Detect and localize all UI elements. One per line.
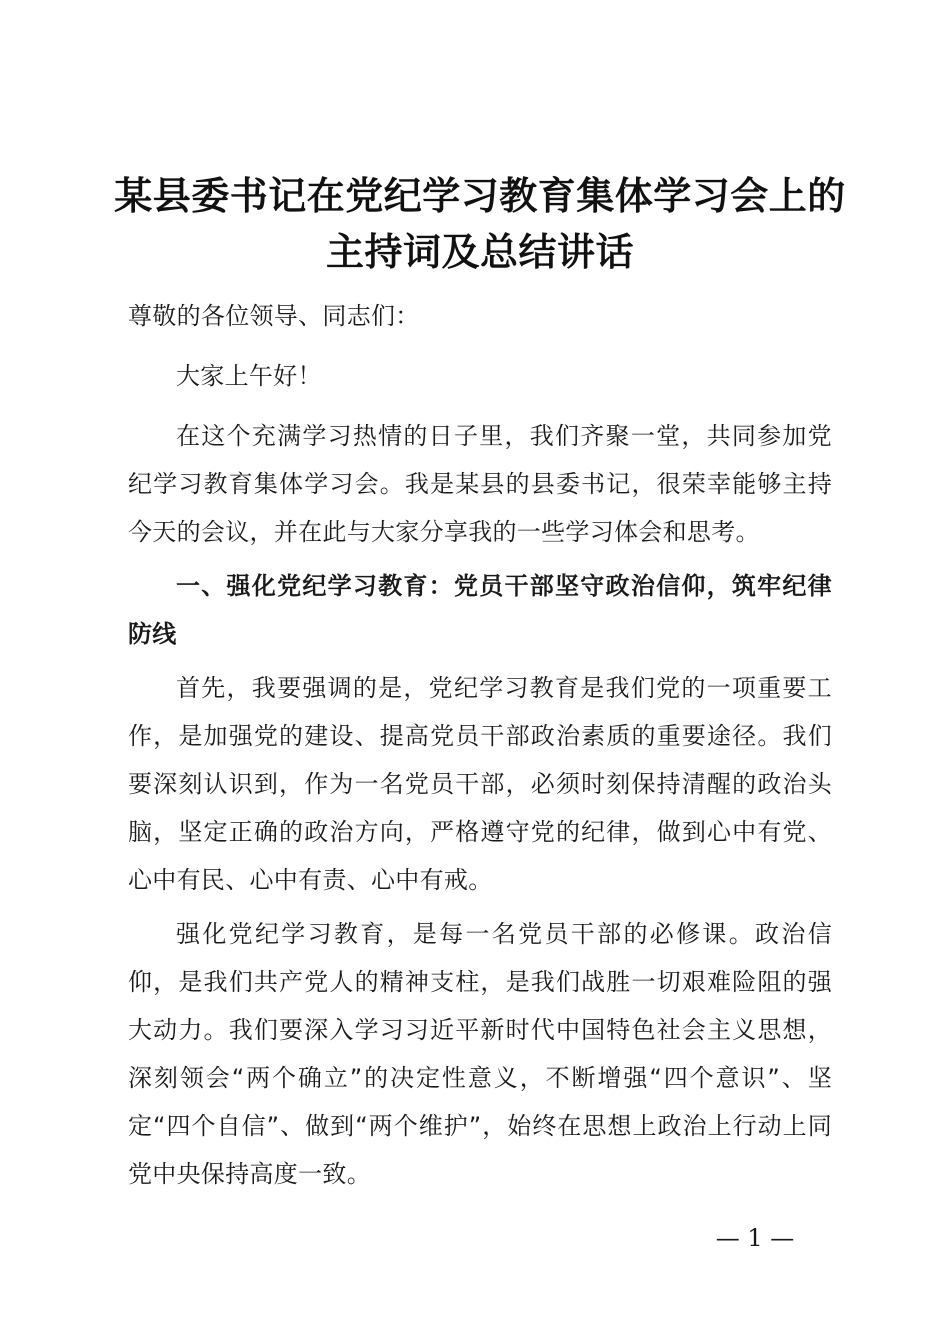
intro-paragraph: 在这个充满学习热情的日子里，我们齐聚一堂，共同参加党纪学习教育集体学习会。我是某县的县委书记，很荣幸能够主持今天的会议，并在此与大家分享我的一些学习体会和思考。	[128, 422, 832, 546]
section-heading-1: 一、强化党纪学习教育：党员干部坚守政治信仰，筑牢纪律防线	[128, 572, 832, 648]
salutation-paragraph: 尊敬的各位领导、同志们：	[128, 302, 420, 330]
body-paragraph-1: 首先，我要强调的是，党纪学习教育是我们党的一项重要工作，是加强党的建设、提高党员干部政治素质的重要途径。我们要深刻认识到，作为一名党员干部，必须时刻保持清醒的政治头脑，坚定正确的政治方向，严格遵守党的纪律，做到心中有党、心中有民、心中有责、心中有戒。	[128, 674, 832, 894]
body-paragraph-2: 强化党纪学习教育，是每一名党员干部的必修课。政治信仰，是我们共产党人的精神支柱，是我们战胜一切艰难险阻的强大动力。我们要深入学习习近平新时代中国特色社会主义思想，深刻领会“两个确立”的决定性意义，不断增强“四个意识”、坚定“四个自信”、做到“两个维护”，始终在思想上政治上行动上同党中央保持高度一致。	[128, 920, 832, 1188]
document-title: 某县委书记在党纪学习教育集体学习会上的主持词及总结讲话	[114, 173, 846, 274]
page-number: — 1 —	[715, 1224, 795, 1252]
greeting-paragraph: 大家上午好！	[176, 362, 322, 390]
